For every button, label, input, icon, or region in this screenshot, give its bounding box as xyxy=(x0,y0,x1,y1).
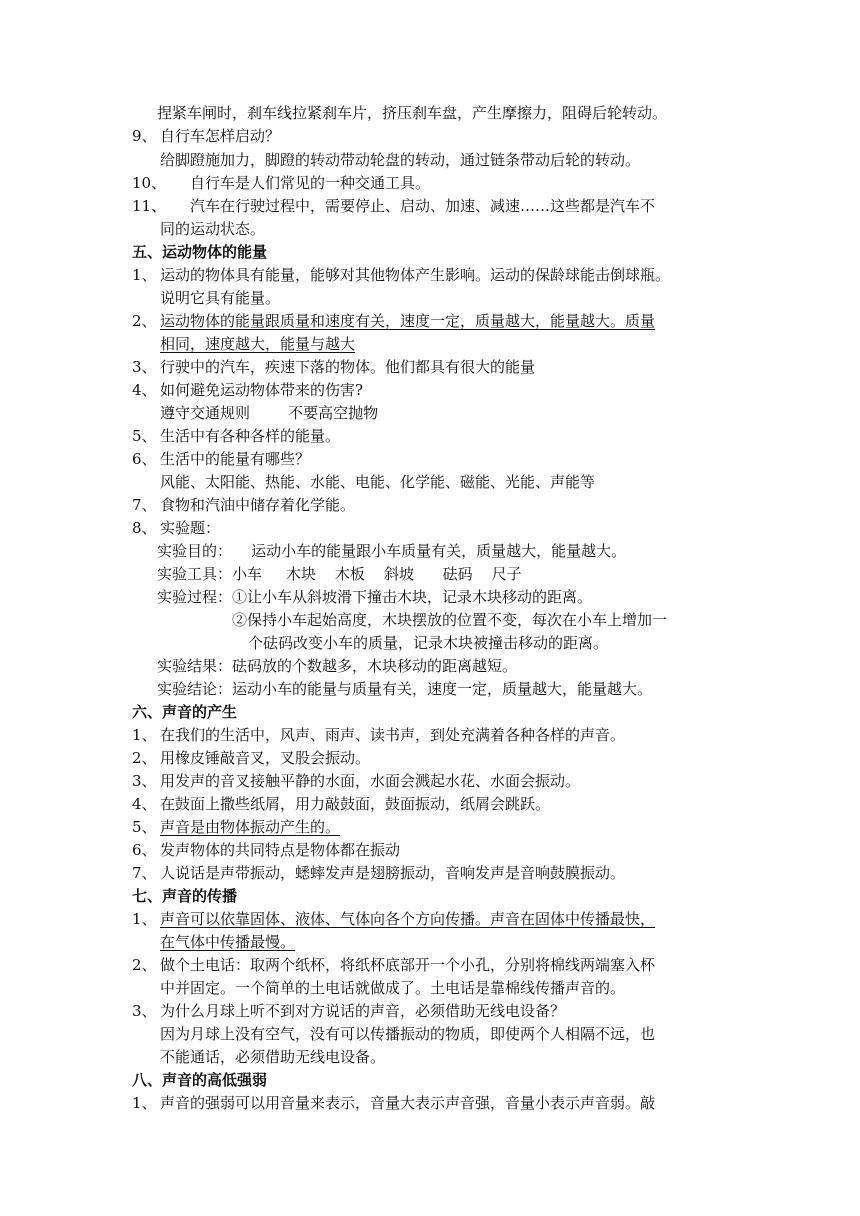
item-number: 2、 xyxy=(132,749,157,767)
body-line: 实验过程：①让小车从斜坡滑下撞击木块，记录木块移动的距离。 xyxy=(157,588,593,606)
body-line: 自行车是人们常见的一种交通工具。 xyxy=(190,174,431,192)
body-line: ②保持小车起始高度，木块摆放的位置不变，每次在小车上增加一 xyxy=(232,611,668,629)
body-line: 用橡皮锤敲音叉，叉股会振动。 xyxy=(160,749,371,767)
underlined-line: 在气体中传播最慢。 xyxy=(160,933,296,951)
item-number: 4、 xyxy=(132,381,157,399)
section-heading: 八、声音的高低强弱 xyxy=(132,1071,268,1089)
item-number: 7、 xyxy=(132,496,157,514)
body-line: 生活中有各种各样的能量。 xyxy=(160,427,341,445)
body-line: 为什么月球上听不到对方说话的声音，必须借助无线电设备？ xyxy=(160,1002,566,1020)
underlined-line: 运动物体的能量跟质量和速度有关，速度一定，质量越大，能量越大。质量 xyxy=(160,312,656,330)
item-number: 9、 xyxy=(132,127,157,145)
item-number: 8、 xyxy=(132,519,157,537)
item-number: 3、 xyxy=(132,358,157,376)
body-line: 生活中的能量有哪些？ xyxy=(160,450,311,468)
item-number: 3、 xyxy=(132,1002,157,1020)
body-line: 同的运动状态。 xyxy=(160,220,266,238)
body-line: 实验结论：运动小车的能量与质量有关，速度一定，质量越大，能量越大。 xyxy=(157,680,653,698)
item-number: 1、 xyxy=(132,266,157,284)
body-line: 实验工具：小车 木块 木板 斜坡 砝码 尺子 xyxy=(157,565,522,583)
body-line: 声音的强弱可以用音量来表示，音量大表示声音强，音量小表示声音弱。敲 xyxy=(160,1094,656,1112)
item-number: 5、 xyxy=(132,818,157,836)
item-number: 2、 xyxy=(132,956,157,974)
item-number: 7、 xyxy=(132,864,157,882)
underlined-line: 声音是由物体振动产生的。 xyxy=(160,818,341,836)
underlined-line: 相同，速度越大，能量与越大 xyxy=(160,335,356,353)
item-number: 3、 xyxy=(132,772,157,790)
body-line: 在鼓面上撒些纸屑，用力敲鼓面，鼓面振动，纸屑会跳跃。 xyxy=(160,795,551,813)
body-line: 用发声的音叉接触平静的水面，水面会溅起水花、水面会振动。 xyxy=(160,772,581,790)
item-number: 11、 xyxy=(132,197,167,215)
body-line: 自行车怎样启动？ xyxy=(160,127,281,145)
body-line: 实验题： xyxy=(160,519,221,537)
item-number: 1、 xyxy=(132,1094,157,1112)
body-line: 人说话是声带振动，蟋蟀发声是翅膀振动，音响发声是音响鼓膜振动。 xyxy=(160,864,626,882)
body-line: 捏紧车闸时，刹车线拉紧刹车片，挤压刹车盘，产生摩擦力，阻碍后轮转动。 xyxy=(157,104,668,122)
item-number: 6、 xyxy=(132,450,157,468)
item-number: 6、 xyxy=(132,841,157,859)
body-line: 实验结果：砝码放的个数越多，木块移动的距离越短。 xyxy=(157,657,518,675)
body-line: 个砝码改变小车的质量，记录木块被撞击移动的距离。 xyxy=(248,634,609,652)
item-number: 1、 xyxy=(132,726,157,744)
body-line: 中并固定。一个简单的土电话就做成了。土电话是靠棉线传播声音的。 xyxy=(160,979,626,997)
body-line: 发声物体的共同特点是物体都在振动 xyxy=(160,841,401,859)
body-line: 说明它具有能量。 xyxy=(160,289,281,307)
body-line: 风能、太阳能、热能、水能、电能、化学能、磁能、光能、声能等 xyxy=(160,473,596,491)
body-line: 因为月球上没有空气，没有可以传播振动的物质，即使两个人相隔不远，也 xyxy=(160,1025,656,1043)
body-line: 食物和汽油中储存着化学能。 xyxy=(160,496,356,514)
section-heading: 七、声音的传播 xyxy=(132,887,238,905)
body-line: 不能通话，必须借助无线电设备。 xyxy=(160,1048,386,1066)
body-line: 实验目的： 运动小车的能量跟小车质量有关，质量越大，能量越大。 xyxy=(157,542,627,560)
section-heading: 六、声音的产生 xyxy=(132,703,238,721)
item-number: 2、 xyxy=(132,312,157,330)
item-number: 10、 xyxy=(132,174,167,192)
body-line: 运动的物体具有能量，能够对其他物体产生影响。运动的保龄球能击倒球瓶。 xyxy=(160,266,671,284)
body-line: 行驶中的汽车，疾速下落的物体。他们都具有很大的能量 xyxy=(160,358,536,376)
section-heading: 五、运动物体的能量 xyxy=(132,243,268,261)
body-line: 汽车在行驶过程中，需要停止、启动、加速、减速……这些都是汽车不 xyxy=(190,197,656,215)
body-line: 做个土电话：取两个纸杯，将纸杯底部开一个小孔，分别将棉线两端塞入杯 xyxy=(160,956,656,974)
body-line: 如何避免运动物体带来的伤害? xyxy=(160,381,364,399)
item-number: 5、 xyxy=(132,427,157,445)
body-line: 给脚蹬施加力，脚蹬的转动带动轮盘的转动，通过链条带动后轮的转动。 xyxy=(160,151,641,169)
body-line: 遵守交通规则 不要高空抛物 xyxy=(160,404,379,422)
body-line: 在我们的生活中，风声、雨声、读书声，到处充满着各种各样的声音。 xyxy=(160,726,626,744)
underlined-line: 声音可以依靠固体、液体、气体向各个方向传播。声音在固体中传播最快， xyxy=(160,910,656,928)
item-number: 1、 xyxy=(132,910,157,928)
item-number: 4、 xyxy=(132,795,157,813)
